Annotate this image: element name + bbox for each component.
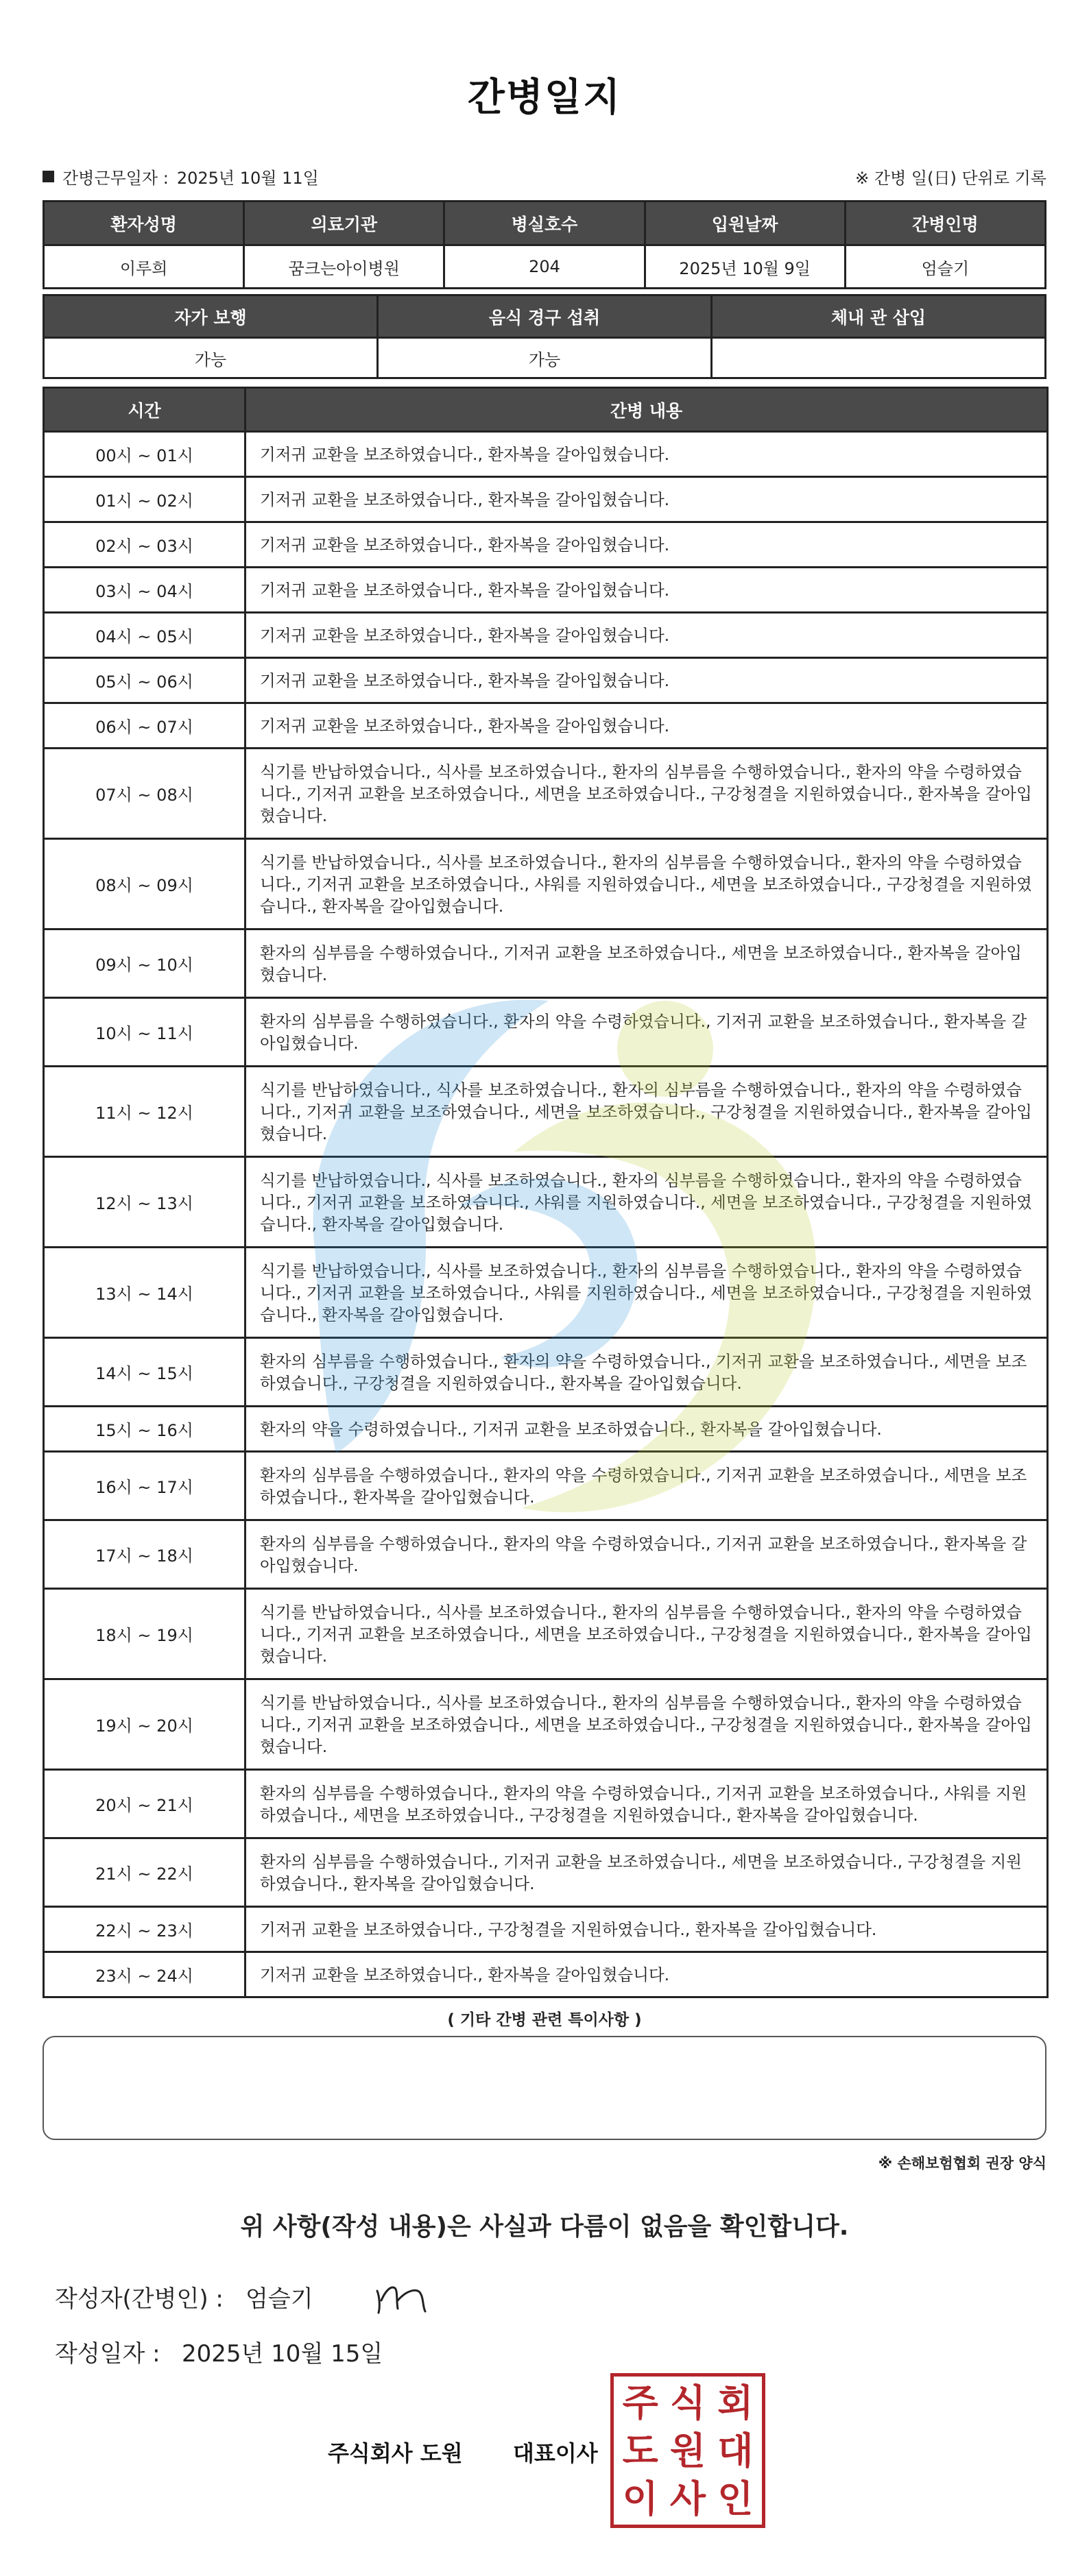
notes-title: ( 기타 간병 관련 특이사항 ) <box>447 2011 642 2029</box>
header-time: 시간 <box>44 388 246 432</box>
content-cell: 환자의 약을 수령하였습니다., 기저귀 교환을 보조하였습니다., 환자복을 갈아입혔습니다. <box>246 1407 1048 1452</box>
time-cell: 10시 ~ 11시 <box>44 998 246 1067</box>
table-row <box>44 1838 1048 1907</box>
room-number: 204 <box>444 245 645 289</box>
table-row <box>44 1907 1048 1952</box>
table-row <box>44 839 1048 929</box>
time-cell: 01시 ~ 02시 <box>44 477 246 522</box>
seal-glyph: 대 <box>717 2429 754 2472</box>
table-row <box>44 1248 1048 1338</box>
content-cell: 식기를 반납하였습니다., 식사를 보조하였습니다., 환자의 심부름을 수행하였습니다., 환자의 약을 수령하였습니다., 기저귀 교환을 보조하였습니다., 샤워를 지원하였습니다., 세면을 보조하였습니다., 구강청결을 지원하였습니다., 환자복을 갈아입혔습니다. <box>246 839 1048 929</box>
time-cell: 02시 ~ 03시 <box>44 522 246 568</box>
header-admission-date: 입원날짜 <box>645 202 845 245</box>
table-row <box>44 998 1048 1067</box>
company-name: 주식회사 도원 <box>328 2440 463 2466</box>
time-cell: 05시 ~ 06시 <box>44 658 246 703</box>
time-cell: 18시 ~ 19시 <box>44 1589 246 1679</box>
time-cell: 13시 ~ 14시 <box>44 1248 246 1338</box>
content-cell: 식기를 반납하였습니다., 식사를 보조하였습니다., 환자의 심부름을 수행하였습니다., 환자의 약을 수령하였습니다., 기저귀 교환을 보조하였습니다., 샤워를 지원하였습니다., 세면을 보조하였습니다., 구강청결을 지원하였습니다., 환자복을 갈아입혔습니다. <box>246 1248 1048 1338</box>
content-cell: 기저귀 교환을 보조하였습니다., 환자복을 갈아입혔습니다. <box>246 522 1048 568</box>
header-hospital: 의료기관 <box>244 202 444 245</box>
time-cell: 22시 ~ 23시 <box>44 1907 246 1952</box>
confirmation-statement: 위 사항(작성 내용)은 사실과 다름이 없음을 확인합니다. <box>240 2213 849 2241</box>
work-date <box>43 165 319 189</box>
table-row <box>44 749 1048 839</box>
content-cell: 기저귀 교환을 보조하였습니다., 환자복을 갈아입혔습니다. <box>246 477 1048 522</box>
table-row <box>44 477 1048 522</box>
content-cell: 식기를 반납하였습니다., 식사를 보조하였습니다., 환자의 심부름을 수행하였습니다., 환자의 약을 수령하였습니다., 기저귀 교환을 보조하였습니다., 세면을 보조하였습니다., 구강청결을 지원하였습니다., 환자복을 갈아입혔습니다. <box>246 1067 1048 1157</box>
notes-box <box>43 2036 1046 2140</box>
content-cell: 기저귀 교환을 보조하였습니다., 환자복을 갈아입혔습니다. <box>246 658 1048 703</box>
seal-glyph: 원 <box>669 2429 706 2472</box>
status-value-row <box>44 338 1046 378</box>
caregiver-name: 엄슬기 <box>845 245 1045 289</box>
seal-glyph: 회 <box>717 2381 754 2425</box>
work-date-label: 간병근무일자 : <box>62 169 169 188</box>
header-self-walking: 자가 보행 <box>44 295 378 338</box>
unit-note: ※ 간병 일(日) 단위로 기록 <box>855 169 1046 188</box>
oral-intake-value: 가능 <box>378 338 712 378</box>
log-header-row <box>44 388 1048 432</box>
patient-name: 이루희 <box>44 245 244 289</box>
table-row <box>44 432 1048 477</box>
content-cell: 식기를 반납하였습니다., 식사를 보조하였습니다., 환자의 심부름을 수행하였습니다., 환자의 약을 수령하였습니다., 기저귀 교환을 보조하였습니다., 샤워를 지원하였습니다., 세면을 보조하였습니다., 구강청결을 지원하였습니다., 환자복을 갈아입혔습니다. <box>246 1157 1048 1248</box>
time-cell: 21시 ~ 22시 <box>44 1838 246 1907</box>
table-row <box>44 1452 1048 1520</box>
table-row <box>44 1520 1048 1589</box>
signature-icon <box>370 2270 446 2318</box>
time-cell: 03시 ~ 04시 <box>44 568 246 613</box>
content-cell: 환자의 심부름을 수행하였습니다., 환자의 약을 수령하였습니다., 기저귀 교환을 보조하였습니다., 환자복을 갈아입혔습니다. <box>246 998 1048 1067</box>
content-cell: 기저귀 교환을 보조하였습니다., 환자복을 갈아입혔습니다. <box>246 432 1048 477</box>
time-cell: 08시 ~ 09시 <box>44 839 246 929</box>
content-cell: 기저귀 교환을 보조하였습니다., 환자복을 갈아입혔습니다. <box>246 1952 1048 1997</box>
seal-glyph: 식 <box>669 2381 706 2425</box>
table-row <box>44 658 1048 703</box>
header-patient-name: 환자성명 <box>44 202 244 245</box>
company-seal-stamp <box>610 2373 765 2528</box>
content-cell: 환자의 심부름을 수행하였습니다., 환자의 약을 수령하였습니다., 기저귀 교환을 보조하였습니다., 세면을 보조하였습니다., 구강청결을 지원하였습니다., 환자복을 갈아입혔습니다. <box>246 1338 1048 1407</box>
time-cell: 19시 ~ 20시 <box>44 1679 246 1770</box>
time-cell: 09시 ~ 10시 <box>44 929 246 998</box>
content-cell: 환자의 심부름을 수행하였습니다., 환자의 약을 수령하였습니다., 기저귀 교환을 보조하였습니다., 샤워를 지원하였습니다., 세면을 보조하였습니다., 구강청결을 지원하였습니다., 환자복을 갈아입혔습니다. <box>246 1770 1048 1838</box>
time-cell: 15시 ~ 16시 <box>44 1407 246 1452</box>
meta-row <box>43 159 1046 191</box>
header-tube-insertion: 체내 관 삽입 <box>712 295 1046 338</box>
work-date-value: 2025년 10월 11일 <box>176 169 319 188</box>
header-oral-intake: 음식 경구 섭취 <box>378 295 712 338</box>
square-bullet-icon <box>43 171 54 182</box>
time-cell: 11시 ~ 12시 <box>44 1067 246 1157</box>
content-cell: 식기를 반납하였습니다., 식사를 보조하였습니다., 환자의 심부름을 수행하였습니다., 환자의 약을 수령하였습니다., 기저귀 교환을 보조하였습니다., 세면을 보조하였습니다., 구강청결을 지원하였습니다., 환자복을 갈아입혔습니다. <box>246 749 1048 839</box>
seal-glyph: 이 <box>622 2477 658 2520</box>
writer-name: 엄슬기 <box>246 2285 313 2313</box>
page-title: 간병일지 <box>467 75 622 120</box>
recommend-note: ※ 손해보험협회 권장 양식 <box>878 2155 1046 2172</box>
seal-glyph: 사 <box>669 2477 706 2520</box>
time-cell: 17시 ~ 18시 <box>44 1520 246 1589</box>
hospital-name: 꿈크는아이병원 <box>244 245 444 289</box>
header-care-content: 간병 내용 <box>246 388 1048 432</box>
table-row <box>44 703 1048 749</box>
seal-glyph: 인 <box>717 2477 754 2520</box>
table-row <box>44 1679 1048 1770</box>
time-cell: 00시 ~ 01시 <box>44 432 246 477</box>
header-room: 병실호수 <box>444 202 645 245</box>
table-row <box>44 568 1048 613</box>
content-cell: 기저귀 교환을 보조하였습니다., 환자복을 갈아입혔습니다. <box>246 703 1048 749</box>
content-cell: 기저귀 교환을 보조하였습니다., 환자복을 갈아입혔습니다. <box>246 568 1048 613</box>
patient-info-table <box>43 200 1046 289</box>
patient-status-table <box>43 294 1046 379</box>
table-row <box>44 1589 1048 1679</box>
written-date-value: 2025년 10월 15일 <box>182 2340 383 2368</box>
content-cell: 기저귀 교환을 보조하였습니다., 환자복을 갈아입혔습니다. <box>246 613 1048 658</box>
time-cell: 07시 ~ 08시 <box>44 749 246 839</box>
time-cell: 12시 ~ 13시 <box>44 1157 246 1248</box>
content-cell: 식기를 반납하였습니다., 식사를 보조하였습니다., 환자의 심부름을 수행하였습니다., 환자의 약을 수령하였습니다., 기저귀 교환을 보조하였습니다., 세면을 보조하였습니다., 구강청결을 지원하였습니다., 환자복을 갈아입혔습니다. <box>246 1589 1048 1679</box>
time-cell: 20시 ~ 21시 <box>44 1770 246 1838</box>
header-caregiver: 간병인명 <box>845 202 1045 245</box>
table-row <box>44 613 1048 658</box>
care-log-table <box>43 387 1049 1998</box>
table-row <box>44 1407 1048 1452</box>
self-walking-value: 가능 <box>44 338 378 378</box>
table-row <box>44 1338 1048 1407</box>
content-cell: 기저귀 교환을 보조하였습니다., 구강청결을 지원하였습니다., 환자복을 갈아입혔습니다. <box>246 1907 1048 1952</box>
seal-glyph: 도 <box>622 2429 658 2472</box>
time-cell: 06시 ~ 07시 <box>44 703 246 749</box>
time-cell: 14시 ~ 15시 <box>44 1338 246 1407</box>
ceo-label: 대표이사 <box>513 2440 598 2466</box>
admission-date: 2025년 10월 9일 <box>645 245 845 289</box>
time-cell: 04시 ~ 05시 <box>44 613 246 658</box>
table-row <box>44 1952 1048 1997</box>
content-cell: 환자의 심부름을 수행하였습니다., 기저귀 교환을 보조하였습니다., 세면을 보조하였습니다., 구강청결을 지원하였습니다., 환자복을 갈아입혔습니다. <box>246 1838 1048 1907</box>
status-header-row <box>44 295 1046 338</box>
table-row <box>44 522 1048 568</box>
tube-insertion-value <box>712 338 1046 378</box>
writer-label: 작성자(간병인) : <box>55 2285 224 2313</box>
content-cell: 환자의 심부름을 수행하였습니다., 기저귀 교환을 보조하였습니다., 세면을 보조하였습니다., 환자복을 갈아입혔습니다. <box>246 929 1048 998</box>
written-date-label: 작성일자 : <box>55 2340 160 2368</box>
table-row <box>44 1157 1048 1248</box>
time-cell: 16시 ~ 17시 <box>44 1452 246 1520</box>
seal-glyph: 주 <box>622 2381 658 2425</box>
content-cell: 식기를 반납하였습니다., 식사를 보조하였습니다., 환자의 심부름을 수행하였습니다., 환자의 약을 수령하였습니다., 기저귀 교환을 보조하였습니다., 세면을 보조하였습니다., 구강청결을 지원하였습니다., 환자복을 갈아입혔습니다. <box>246 1679 1048 1770</box>
content-cell: 환자의 심부름을 수행하였습니다., 환자의 약을 수령하였습니다., 기저귀 교환을 보조하였습니다., 세면을 보조하였습니다., 환자복을 갈아입혔습니다. <box>246 1452 1048 1520</box>
table-row <box>44 929 1048 998</box>
time-cell: 23시 ~ 24시 <box>44 1952 246 1997</box>
content-cell: 환자의 심부름을 수행하였습니다., 환자의 약을 수령하였습니다., 기저귀 교환을 보조하였습니다., 환자복을 갈아입혔습니다. <box>246 1520 1048 1589</box>
patient-value-row <box>44 245 1046 289</box>
table-row <box>44 1770 1048 1838</box>
table-row <box>44 1067 1048 1157</box>
patient-header-row <box>44 202 1046 245</box>
